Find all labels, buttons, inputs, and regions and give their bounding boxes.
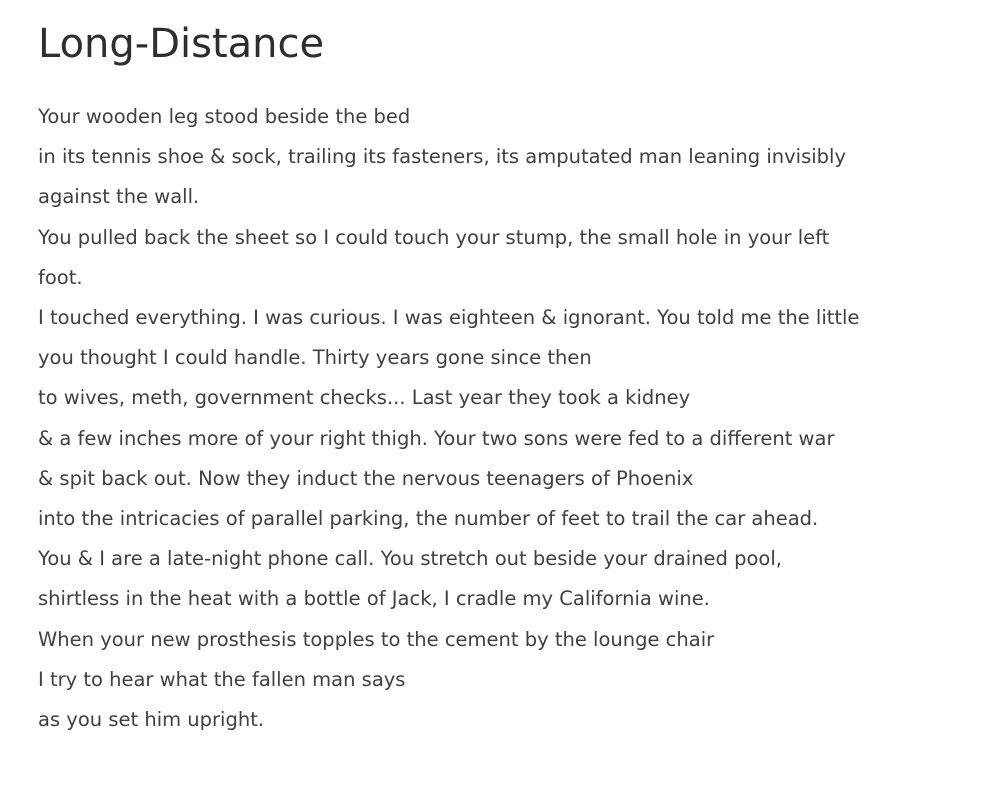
poem-line: & spit back out. Now they induct the nervous teenagers of Phoenix [38,466,694,490]
poem-line: foot. [38,265,83,289]
poem-line: You pulled back the sheet so I could touch your stump, the small hole in your left [38,225,830,249]
poem-line: to wives, meth, government checks... Last year they took a kidney [38,386,691,410]
page-title: Long-Distance [38,21,325,67]
poem-line: I try to hear what the fallen man says [38,667,406,691]
poem-line: as you set him upright. [38,708,265,732]
poem-line: & a few inches more of your right thigh. Your two sons were fed to a different war [38,426,835,450]
poem-line: in its tennis shoe & sock, trailing its fasteners, its amputated man leaning invisibly [38,145,846,169]
poem-line: into the intricacies of parallel parking, the number of feet to trail the car ahead. [38,507,819,531]
poem-line: shirtless in the heat with a bottle of Jack, I cradle my California wine. [38,587,710,611]
poem-line: against the wall. [38,185,200,209]
poem-line: you thought I could handle. Thirty years gone since then [38,346,592,370]
poem-line: Your wooden leg stood beside the bed [38,105,411,128]
poem-line: I touched everything. I was curious. I was eighteen & ignorant. You told me the little [38,306,860,330]
poem-line: You & I are a late-night phone call. You stretch out beside your drained pool, [38,547,782,571]
poem-body [38,97,988,740]
poem-line: When your new prosthesis topples to the cement by the lounge chair [38,627,715,651]
